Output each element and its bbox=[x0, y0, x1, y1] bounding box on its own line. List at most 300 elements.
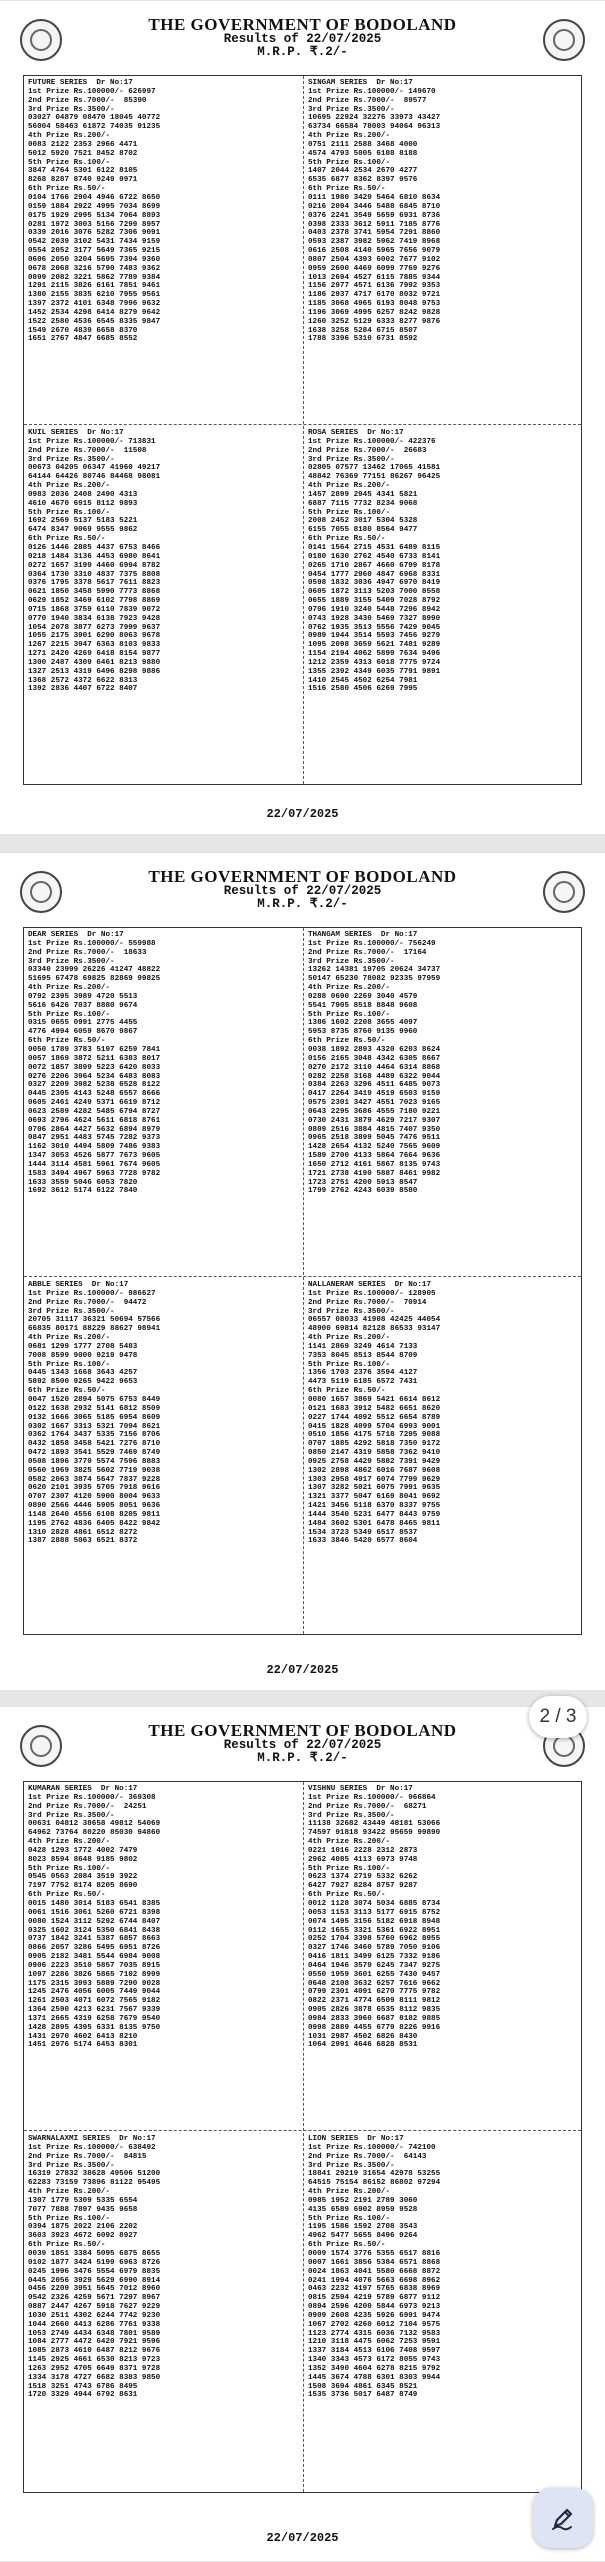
result-line: 0464 1946 3579 6245 7347 9275 bbox=[308, 1961, 441, 1970]
result-line: 1141 2869 3249 4614 7133 bbox=[308, 1342, 418, 1351]
result-line: 0799 2301 4091 6270 7775 9782 bbox=[308, 1988, 441, 1997]
government-seal-icon bbox=[543, 871, 585, 913]
result-line: 4962 5477 5655 8496 9264 bbox=[308, 2232, 418, 2241]
result-line: 0216 2094 3446 5488 6845 8710 bbox=[308, 202, 441, 211]
result-line: 1260 3252 5129 6333 8277 9876 bbox=[308, 317, 441, 326]
result-line: 0416 1811 3499 6125 7332 9186 bbox=[308, 1953, 441, 1962]
result-line: 1156 2977 4571 6136 7992 9353 bbox=[308, 282, 441, 291]
result-line: 1095 2098 3659 5621 7481 9289 bbox=[308, 641, 441, 650]
result-line: 0985 1952 2191 2789 3060 bbox=[308, 2196, 418, 2205]
series-heading: VISHNU SERIES Dr No:17 bbox=[308, 1785, 413, 1793]
result-line: 5541 7905 8518 8848 9608 bbox=[308, 1001, 418, 1010]
series-block bbox=[28, 2135, 302, 2400]
result-line: 0403 2378 3741 5954 7291 8860 bbox=[308, 229, 441, 238]
result-line: 1397 2372 4101 6348 7996 9632 bbox=[28, 300, 161, 309]
result-line: 0706 1910 3240 5448 7296 8942 bbox=[308, 605, 441, 614]
result-line: 0445 2305 4143 5248 6557 8666 bbox=[28, 1090, 161, 1099]
result-line: 5th Prize Rs.100/- bbox=[308, 158, 391, 167]
result-line: 0807 2504 4393 6002 7677 9102 bbox=[308, 255, 441, 264]
result-line: 1583 3494 4967 5963 7728 9782 bbox=[28, 1169, 161, 1178]
result-line: 2nd Prize Rs.7000/- 89577 bbox=[308, 96, 427, 105]
page-title: THE GOVERNMENT OF BODOLAND bbox=[148, 1721, 457, 1740]
result-line: 1352 3490 4604 6278 8215 9792 bbox=[308, 2364, 441, 2373]
result-line: 18841 29219 31654 42978 53255 bbox=[308, 2170, 441, 2179]
result-line: 3rd Prize Rs.3500/- bbox=[28, 455, 115, 464]
result-line: 0463 2232 4197 5765 6838 8969 bbox=[308, 2285, 441, 2294]
result-line: 0039 1851 3384 5095 6875 8655 bbox=[28, 2249, 161, 2258]
result-line: 0998 2889 4455 6779 8226 9916 bbox=[308, 2023, 441, 2032]
result-line: 1303 2958 4917 6074 7799 9629 bbox=[308, 1475, 441, 1484]
result-line: 4135 6589 6902 8959 9528 bbox=[308, 2205, 418, 2214]
edit-pen-icon bbox=[549, 2504, 577, 2532]
column-divider bbox=[303, 76, 304, 784]
result-line: 0061 1516 3061 5260 6721 8398 bbox=[28, 1908, 161, 1917]
result-line: 0362 1764 3437 5335 7156 8706 bbox=[28, 1431, 161, 1440]
series-heading: ABBLE SERIES Dr No:17 bbox=[28, 1281, 129, 1289]
result-line: 13262 14381 19705 20624 34737 bbox=[308, 966, 441, 975]
result-line: 0057 1869 3872 5211 6383 8017 bbox=[28, 1054, 161, 1063]
page-header bbox=[0, 1707, 605, 1779]
result-line: 2nd Prize Rs.7000/- 84815 bbox=[28, 2152, 147, 2161]
result-line: 0866 2057 3286 5495 6951 8726 bbox=[28, 1944, 161, 1953]
result-line: 0925 2758 4429 5882 7391 9429 bbox=[308, 1457, 441, 1466]
result-line: 1154 2194 4062 5899 7634 9496 bbox=[308, 650, 441, 659]
result-line: 0743 1928 3430 5469 7327 8990 bbox=[308, 614, 441, 623]
result-line: 0252 1704 3398 5760 6962 8955 bbox=[308, 1935, 441, 1944]
result-line: 2962 4085 4113 6973 9748 bbox=[308, 1855, 418, 1864]
result-line: 0983 2036 2408 2490 4313 bbox=[28, 490, 138, 499]
result-line: 1st Prize Rs.100000/- 369308 bbox=[28, 1793, 156, 1802]
result-line: 1321 3377 5047 6169 8041 9692 bbox=[308, 1493, 441, 1502]
result-line: 11138 32682 43449 48181 53066 bbox=[308, 1820, 441, 1829]
result-line: 4th Prize Rs.200/- bbox=[308, 482, 391, 491]
result-line: 0376 1795 3378 5617 7611 8823 bbox=[28, 579, 161, 588]
result-line: 5th Prize Rs.100/- bbox=[28, 1010, 111, 1019]
result-line: 1633 3559 5046 6053 7820 bbox=[28, 1178, 138, 1187]
result-line: 0616 2508 4140 5965 7656 9079 bbox=[308, 247, 441, 256]
result-line: 0315 0655 0991 2775 4455 bbox=[28, 1019, 138, 1028]
result-line: 0024 1863 4041 5580 6668 8872 bbox=[308, 2267, 441, 2276]
result-line: 0302 1667 3313 5321 7094 8621 bbox=[28, 1422, 161, 1431]
result-line: 0510 1856 4175 5718 7295 9088 bbox=[308, 1431, 441, 1440]
result-line: 7353 8045 8513 8544 8709 bbox=[308, 1351, 418, 1360]
result-line: 3rd Prize Rs.3500/- bbox=[308, 2161, 395, 2170]
page-header bbox=[0, 1, 605, 73]
result-line: 1407 2044 2534 2670 4277 bbox=[308, 167, 418, 176]
result-line: 0707 2307 4120 5900 8004 9633 bbox=[28, 1493, 161, 1502]
result-line: 0542 2326 4259 5671 7297 8967 bbox=[28, 2294, 161, 2303]
result-line: 5953 8735 8760 9135 9960 bbox=[308, 1028, 418, 1037]
result-line: 2nd Prize Rs.7000/- 85390 bbox=[28, 96, 147, 105]
result-line: 1799 2762 4243 6039 8580 bbox=[308, 1187, 418, 1196]
result-line: 0281 1972 3003 5156 7299 8957 bbox=[28, 220, 161, 229]
result-line: 1st Prize Rs.100000/- 742100 bbox=[308, 2143, 436, 2152]
result-line: 1st Prize Rs.100000/- 756249 bbox=[308, 939, 436, 948]
result-line: 0047 1520 2894 5075 6753 8449 bbox=[28, 1395, 161, 1404]
series-block bbox=[28, 1785, 302, 2050]
footer-date: 22/07/2025 bbox=[266, 2531, 339, 2545]
result-line: 1444 3540 5231 6477 8443 9759 bbox=[308, 1510, 441, 1519]
result-line: 06557 08033 41908 42425 44054 bbox=[308, 1316, 441, 1325]
series-block bbox=[28, 79, 302, 344]
result-line: 5th Prize Rs.100/- bbox=[28, 1864, 111, 1873]
result-line: 0282 2258 3168 4489 6322 9044 bbox=[308, 1072, 441, 1081]
result-line: 0678 2068 3216 5790 7483 9362 bbox=[28, 264, 161, 273]
result-line: 1589 2700 4133 5864 7664 9636 bbox=[308, 1152, 441, 1161]
result-line: 0906 2223 3510 5857 7035 8915 bbox=[28, 1961, 161, 1970]
result-line: 1013 2694 4527 6115 7885 9344 bbox=[308, 273, 441, 282]
mrp-price: M.R.P. ₹.2/- bbox=[257, 45, 348, 59]
result-line: 4th Prize Rs.200/- bbox=[28, 2188, 111, 2197]
result-line: 0265 1710 2867 4660 6799 8178 bbox=[308, 561, 441, 570]
result-line: 0364 1730 3310 4837 7375 8808 bbox=[28, 570, 161, 579]
result-line: 2nd Prize Rs.7000/- 17164 bbox=[308, 948, 427, 957]
result-line: 4th Prize Rs.200/- bbox=[308, 2188, 391, 2197]
result-line: 00631 04812 38658 49812 54069 bbox=[28, 1820, 161, 1829]
results-date: Results of 22/07/2025 bbox=[223, 32, 382, 46]
result-line: 0621 1850 3458 5990 7773 8868 bbox=[28, 588, 161, 597]
result-line: 4th Prize Rs.200/- bbox=[28, 1334, 111, 1343]
result-line: 1055 2175 3901 6290 8063 9678 bbox=[28, 632, 161, 641]
result-line: 1145 2925 4661 6530 8213 9723 bbox=[28, 2356, 161, 2365]
result-line: 0575 2301 3427 4551 7023 9165 bbox=[308, 1099, 441, 1108]
result-line: 1300 2487 4309 6461 8213 9880 bbox=[28, 658, 161, 667]
result-line: 0887 2447 4267 5918 7627 9229 bbox=[28, 2303, 161, 2312]
page-title: THE GOVERNMENT OF BODOLAND bbox=[148, 867, 457, 886]
page-gap bbox=[0, 1690, 605, 1706]
result-line: 1650 2712 4161 5867 8135 9743 bbox=[308, 1160, 441, 1169]
result-line: 6887 7115 7732 8234 9068 bbox=[308, 499, 418, 508]
result-line: 4th Prize Rs.200/- bbox=[308, 132, 391, 141]
result-line: 6th Prize Rs.50/- bbox=[308, 1037, 386, 1046]
result-line: 1044 2660 4413 6286 7761 9338 bbox=[28, 2320, 161, 2329]
result-line: 0104 1766 2904 4946 6722 8650 bbox=[28, 193, 161, 202]
series-block bbox=[308, 429, 582, 694]
result-line: 1267 2215 3947 6363 8103 9833 bbox=[28, 641, 161, 650]
result-line: 0132 1666 3065 5185 6954 8609 bbox=[28, 1413, 161, 1422]
result-line: 1692 3612 5174 6122 7840 bbox=[28, 1187, 138, 1196]
result-line: 6th Prize Rs.50/- bbox=[28, 1891, 106, 1900]
result-line: 0598 1832 3036 4947 6970 8419 bbox=[308, 579, 441, 588]
result-line: 0456 2209 3951 5645 7012 8960 bbox=[28, 2285, 161, 2294]
result-line: 3rd Prize Rs.3500/- bbox=[308, 1811, 395, 1820]
footer-date: 22/07/2025 bbox=[266, 807, 339, 821]
result-line: 62283 73159 73896 81122 95495 bbox=[28, 2179, 161, 2188]
result-line: 0394 1875 2022 2106 2202 bbox=[28, 2223, 138, 2232]
result-line: 1053 2749 4434 6348 7801 9589 bbox=[28, 2329, 161, 2338]
result-line: 1334 3178 4727 6682 8383 9850 bbox=[28, 2373, 161, 2382]
result-line: 1534 3723 5349 6517 8537 bbox=[308, 1528, 418, 1537]
result-line: 3rd Prize Rs.3500/- bbox=[28, 957, 115, 966]
result-line: 0218 1484 3136 4453 6980 8641 bbox=[28, 552, 161, 561]
result-line: 0339 2016 3076 5282 7306 9091 bbox=[28, 229, 161, 238]
result-line: 1st Prize Rs.100000/- 128905 bbox=[308, 1289, 436, 1298]
mrp-price: M.R.P. ₹.2/- bbox=[257, 1751, 348, 1765]
series-heading: THANGAM SERIES Dr No:17 bbox=[308, 931, 418, 939]
result-line: 0272 1657 3199 4460 6994 8782 bbox=[28, 561, 161, 570]
result-line: 4th Prize Rs.200/- bbox=[28, 132, 111, 141]
result-line: 0417 2264 3419 4519 6503 9159 bbox=[308, 1090, 441, 1099]
result-line: 1535 3736 5017 6487 8749 bbox=[308, 2391, 418, 2400]
result-line: 6th Prize Rs.50/- bbox=[308, 535, 386, 544]
result-line: 0751 2111 2588 3468 4000 bbox=[308, 140, 418, 149]
result-line: 0847 2951 4483 5745 7282 9373 bbox=[28, 1134, 161, 1143]
result-line: 2nd Prize Rs.7000/- 18633 bbox=[28, 948, 147, 957]
result-line: 0080 1524 3112 5292 6744 8407 bbox=[28, 1917, 161, 1926]
result-line: 1291 2115 3826 6161 7851 9461 bbox=[28, 282, 161, 291]
series-block bbox=[308, 931, 582, 1196]
government-seal-icon bbox=[543, 19, 585, 61]
result-line: 1355 2392 4349 6035 7791 9891 bbox=[308, 667, 441, 676]
result-line: 0159 1884 2922 4995 7034 8699 bbox=[28, 202, 161, 211]
result-line: 1271 2420 4269 6418 8154 9877 bbox=[28, 650, 161, 659]
result-line: 0074 1495 3156 5182 6918 8948 bbox=[308, 1917, 441, 1926]
result-line: 0270 2172 3110 4464 6314 8868 bbox=[308, 1063, 441, 1072]
results-date: Results of 22/07/2025 bbox=[223, 884, 382, 898]
result-line: 0809 2516 3884 4815 7407 9350 bbox=[308, 1125, 441, 1134]
result-line: 1410 2545 4502 6254 7981 bbox=[308, 676, 418, 685]
result-line: 6th Prize Rs.50/- bbox=[308, 1387, 386, 1396]
result-line: 0327 2209 3982 5238 6528 8122 bbox=[28, 1081, 161, 1090]
result-line: 2nd Prize Rs.7000/- 94472 bbox=[28, 1298, 147, 1307]
result-line: 5th Prize Rs.100/- bbox=[308, 508, 391, 517]
result-line: 6th Prize Rs.50/- bbox=[28, 1387, 106, 1396]
result-line: 1518 3251 4743 6786 8495 bbox=[28, 2382, 138, 2391]
result-line: 1st Prize Rs.100000/- 559988 bbox=[28, 939, 156, 948]
result-line: 0542 2039 3102 5431 7434 9159 bbox=[28, 238, 161, 247]
series-block bbox=[308, 1785, 582, 2050]
result-line: 0560 1969 3825 5602 7719 9038 bbox=[28, 1466, 161, 1475]
result-line: 1st Prize Rs.100000/- 986627 bbox=[28, 1289, 156, 1298]
result-line: 1788 3396 5310 6731 8592 bbox=[308, 335, 418, 344]
result-line: 48900 69814 82128 86533 93147 bbox=[308, 1325, 441, 1334]
result-line: 1508 3694 4861 6345 8521 bbox=[308, 2382, 418, 2391]
result-line: 3847 4764 5301 6122 8105 bbox=[28, 167, 138, 176]
result-line: 1386 1602 2208 3655 4097 bbox=[308, 1019, 418, 1028]
result-line: 0693 2796 4624 5611 6818 8761 bbox=[28, 1116, 161, 1125]
column-divider bbox=[303, 928, 304, 1634]
result-line: 0015 1480 3014 5183 6541 8385 bbox=[28, 1899, 161, 1908]
result-line: 0989 1944 3514 5593 7456 9279 bbox=[308, 632, 441, 641]
result-line: 1516 2580 4506 6269 7995 bbox=[308, 685, 418, 694]
result-line: 1428 2654 4132 5240 7565 9609 bbox=[308, 1143, 441, 1152]
result-line: 0180 1630 2762 4540 6733 8141 bbox=[308, 552, 441, 561]
result-line: 0376 2241 3549 5659 6931 8736 bbox=[308, 211, 441, 220]
result-line: 4776 4994 6059 8670 9867 bbox=[28, 1028, 138, 1037]
result-line: 6th Prize Rs.50/- bbox=[308, 2241, 386, 2250]
result-line: 2nd Prize Rs.7000/- 11508 bbox=[28, 446, 147, 455]
result-line: 0175 1929 2995 5134 7064 8893 bbox=[28, 211, 161, 220]
result-line: 0141 1564 2715 4531 6489 8115 bbox=[308, 543, 441, 552]
result-line: 4th Prize Rs.200/- bbox=[28, 984, 111, 993]
series-heading: DEAR SERIES Dr No:17 bbox=[28, 931, 124, 939]
result-line: 1368 2572 4372 6622 8313 bbox=[28, 676, 138, 685]
series-block bbox=[308, 1281, 582, 1546]
result-line: 1084 2777 4472 6420 7921 9596 bbox=[28, 2338, 161, 2347]
result-line: 0655 1889 3155 5409 7028 8792 bbox=[308, 597, 441, 606]
result-line: 6th Prize Rs.50/- bbox=[28, 2241, 106, 2250]
series-heading: SINGAM SERIES Dr No:17 bbox=[308, 79, 413, 87]
result-line: 20705 31117 36321 50694 57566 bbox=[28, 1316, 161, 1325]
result-line: 0850 2147 4319 5858 7362 9410 bbox=[308, 1449, 441, 1458]
result-line: 0770 1940 3834 6138 7923 9428 bbox=[28, 614, 161, 623]
result-line: 0681 1299 1777 2708 5483 bbox=[28, 1342, 138, 1351]
series-heading: NALLANERAM SERIES Dr No:17 bbox=[308, 1281, 432, 1289]
result-line: 2nd Prize Rs.7000/- 64143 bbox=[308, 2152, 427, 2161]
result-line: 1392 2836 4407 6722 8407 bbox=[28, 685, 138, 694]
result-line: 1st Prize Rs.100000/- 422376 bbox=[308, 437, 436, 446]
result-line: 0737 1842 3241 5387 6857 8663 bbox=[28, 1935, 161, 1944]
result-line: 0083 2122 2353 2966 4471 bbox=[28, 140, 138, 149]
result-line: 2nd Prize Rs.7000/- 70914 bbox=[308, 1298, 427, 1307]
result-line: 1064 2991 4646 6828 8531 bbox=[308, 2041, 418, 2050]
result-line: 1484 3602 5301 6478 8465 9811 bbox=[308, 1519, 441, 1528]
result-line: 1307 1779 5309 5335 6554 bbox=[28, 2196, 138, 2205]
series-block bbox=[28, 429, 302, 694]
series-block bbox=[28, 1281, 302, 1546]
result-line: 1302 2898 4862 6016 7687 9608 bbox=[308, 1466, 441, 1475]
result-line: 0445 1343 1668 3643 4257 bbox=[28, 1369, 138, 1378]
result-line: 1451 2976 5174 6453 8301 bbox=[28, 2041, 138, 2050]
result-line: 0550 1959 3601 6255 7430 9457 bbox=[308, 1970, 441, 1979]
result-line: 0605 2461 4249 5371 6619 8712 bbox=[28, 1099, 161, 1108]
result-line: 0890 2566 4446 5905 8051 9636 bbox=[28, 1502, 161, 1511]
result-line: 1195 2762 4836 6405 8422 9842 bbox=[28, 1519, 161, 1528]
result-line: 1st Prize Rs.100000/- 966864 bbox=[308, 1793, 436, 1802]
result-line: 1327 2513 4319 6496 8298 9886 bbox=[28, 667, 161, 676]
result-line: 6th Prize Rs.50/- bbox=[308, 185, 386, 194]
result-line: 0965 2518 3899 5045 7476 9511 bbox=[308, 1134, 441, 1143]
result-line: 1651 2767 4847 6685 8552 bbox=[28, 335, 138, 344]
series-block bbox=[28, 931, 302, 1196]
result-line: 0080 1657 3869 5421 6614 8612 bbox=[308, 1395, 441, 1404]
series-heading: LION SERIES Dr No:17 bbox=[308, 2135, 404, 2143]
result-line: 1031 2987 4502 6826 8430 bbox=[308, 2032, 418, 2041]
result-line: 3rd Prize Rs.3500/- bbox=[308, 105, 395, 114]
result-line: 1195 1586 1592 2708 3543 bbox=[308, 2223, 418, 2232]
result-line: 1054 2078 3877 6273 7999 9637 bbox=[28, 623, 161, 632]
result-line: 0815 2594 4219 5789 6877 9112 bbox=[308, 2294, 441, 2303]
result-line: 4th Prize Rs.200/- bbox=[28, 482, 111, 491]
result-line: 4th Prize Rs.200/- bbox=[308, 984, 391, 993]
result-line: 0325 1602 3124 5350 6841 8438 bbox=[28, 1926, 161, 1935]
result-line: 1196 3069 4995 6257 8242 9828 bbox=[308, 308, 441, 317]
result-line: 1364 2590 4213 6231 7567 9339 bbox=[28, 2006, 161, 2015]
result-line: 1175 2315 3993 5889 7290 9028 bbox=[28, 1979, 161, 1988]
series-heading: KUMARAN SERIES Dr No:17 bbox=[28, 1785, 138, 1793]
result-line: 0905 2182 3481 5544 6984 9008 bbox=[28, 1953, 161, 1962]
result-line: 48842 76369 77151 86267 96425 bbox=[308, 473, 441, 482]
result-line: 0472 1893 3541 5529 7469 8749 bbox=[28, 1449, 161, 1458]
result-line: 0984 2833 3960 6687 8182 9885 bbox=[308, 2014, 441, 2023]
result-line: 6th Prize Rs.50/- bbox=[28, 535, 106, 544]
result-line: 0009 1574 3776 5355 6517 8816 bbox=[308, 2249, 441, 2258]
result-line: 1185 3068 4965 6193 8048 9753 bbox=[308, 300, 441, 309]
result-line: 4th Prize Rs.200/- bbox=[308, 1334, 391, 1343]
result-line: 1310 2828 4861 6512 8272 bbox=[28, 1528, 138, 1537]
result-line: 63734 66584 78003 94064 96313 bbox=[308, 123, 441, 132]
result-line: 1549 2670 4839 6658 8370 bbox=[28, 326, 138, 335]
result-line: 1452 2534 4298 6414 8279 9642 bbox=[28, 308, 161, 317]
result-line: 0227 1744 4092 5512 6654 8789 bbox=[308, 1413, 441, 1422]
result-line: 0762 1935 3513 5556 7429 9045 bbox=[308, 623, 441, 632]
result-line: 10695 22924 32276 33973 43427 bbox=[308, 114, 441, 123]
result-line: 0623 2589 4282 5485 6794 8727 bbox=[28, 1107, 161, 1116]
result-line: 4th Prize Rs.200/- bbox=[28, 1838, 111, 1847]
result-line: 6427 7927 8284 8757 9287 bbox=[308, 1882, 418, 1891]
result-line: 6th Prize Rs.50/- bbox=[28, 1037, 106, 1046]
result-line: 0706 2864 4427 5632 6894 8979 bbox=[28, 1125, 161, 1134]
result-line: 0276 2206 3964 5234 6483 8083 bbox=[28, 1072, 161, 1081]
result-line: 51695 67478 69825 82869 99825 bbox=[28, 975, 161, 984]
result-line: 1162 3010 4494 5809 7486 9383 bbox=[28, 1143, 161, 1152]
result-line: 5th Prize Rs.100/- bbox=[308, 1010, 391, 1019]
result-line: 0730 2431 3879 4629 7217 9307 bbox=[308, 1116, 441, 1125]
result-line: 64144 64426 80746 84468 98081 bbox=[28, 473, 161, 482]
result-line: 0156 2165 3048 4342 6305 8667 bbox=[308, 1054, 441, 1063]
result-line: 0112 1655 3321 5361 6922 8951 bbox=[308, 1926, 441, 1935]
result-line: 3rd Prize Rs.3500/- bbox=[308, 957, 395, 966]
result-line: 0072 1857 3899 5223 6420 8033 bbox=[28, 1063, 161, 1072]
result-line: 1123 2774 4315 6036 7132 9583 bbox=[308, 2329, 441, 2338]
result-line: 0053 1153 3113 5177 6915 8752 bbox=[308, 1908, 441, 1917]
series-block bbox=[308, 79, 582, 344]
result-line: 0398 2333 3612 5911 7185 8776 bbox=[308, 220, 441, 229]
result-line: 6474 8347 9069 9555 9862 bbox=[28, 526, 138, 535]
result-line: 0606 2050 3204 5695 7394 9360 bbox=[28, 255, 161, 264]
result-line: 1444 3114 4581 5961 7674 9605 bbox=[28, 1160, 161, 1169]
result-line: 00673 04205 06347 41960 49217 bbox=[28, 464, 161, 473]
result-line: 6th Prize Rs.50/- bbox=[308, 1891, 386, 1900]
result-line: 0122 1638 2932 5141 6812 8509 bbox=[28, 1404, 161, 1413]
result-line: 5th Prize Rs.100/- bbox=[308, 2214, 391, 2223]
result-line: 0715 1868 3759 6110 7839 9072 bbox=[28, 605, 161, 614]
result-line: 5th Prize Rs.100/- bbox=[28, 2214, 111, 2223]
edit-button[interactable] bbox=[533, 2488, 593, 2548]
column-divider bbox=[303, 1782, 304, 2492]
result-line: 5892 8500 9265 9422 9653 bbox=[28, 1378, 138, 1387]
row-divider bbox=[24, 2130, 581, 2131]
result-line: 0620 2101 3935 5705 7918 9616 bbox=[28, 1484, 161, 1493]
result-line: 64962 73764 80220 85030 94860 bbox=[28, 1829, 161, 1838]
result-page-3 bbox=[0, 1706, 605, 2562]
result-line: 0909 2608 4235 5926 6991 9474 bbox=[308, 2311, 441, 2320]
result-line: 0508 1896 3770 5574 7596 8883 bbox=[28, 1457, 161, 1466]
result-line: 1st Prize Rs.100000/- 638492 bbox=[28, 2143, 156, 2152]
result-line: 6th Prize Rs.50/- bbox=[28, 185, 106, 194]
result-line: 2nd Prize Rs.7000/- 24251 bbox=[28, 1802, 147, 1811]
result-line: 8268 8287 8740 9249 9971 bbox=[28, 176, 138, 185]
result-line: 1457 2899 2945 4341 5821 bbox=[308, 490, 418, 499]
result-line: 0792 2395 3989 4720 5513 bbox=[28, 992, 138, 1001]
result-line: 74597 91818 93422 95659 99890 bbox=[308, 1829, 441, 1838]
result-line: 5th Prize Rs.100/- bbox=[308, 1864, 391, 1873]
result-line: 5012 5920 7521 8452 8702 bbox=[28, 149, 138, 158]
result-line: 0050 1789 3783 5197 6259 7841 bbox=[28, 1045, 161, 1054]
result-line: 5616 6426 7037 8880 9674 bbox=[28, 1001, 138, 1010]
result-line: 4610 4670 6915 8112 9893 bbox=[28, 499, 138, 508]
result-line: 1638 3258 5284 6715 8507 bbox=[308, 326, 418, 335]
result-line: 0648 2108 3632 6257 7616 9662 bbox=[308, 1979, 441, 1988]
result-line: 0428 1293 1772 4002 7479 bbox=[28, 1846, 138, 1855]
result-line: 1307 3282 5021 6075 7991 9635 bbox=[308, 1484, 441, 1493]
result-line: 3rd Prize Rs.3500/- bbox=[28, 105, 115, 114]
result-line: 0007 1661 3856 5384 6571 8868 bbox=[308, 2258, 441, 2267]
result-line: 3rd Prize Rs.3500/- bbox=[28, 1811, 115, 1820]
result-line: 1692 2569 5137 5183 5221 bbox=[28, 517, 138, 526]
result-line: 5th Prize Rs.100/- bbox=[28, 1360, 111, 1369]
result-line: 1721 2738 4190 5887 8461 9982 bbox=[308, 1169, 441, 1178]
